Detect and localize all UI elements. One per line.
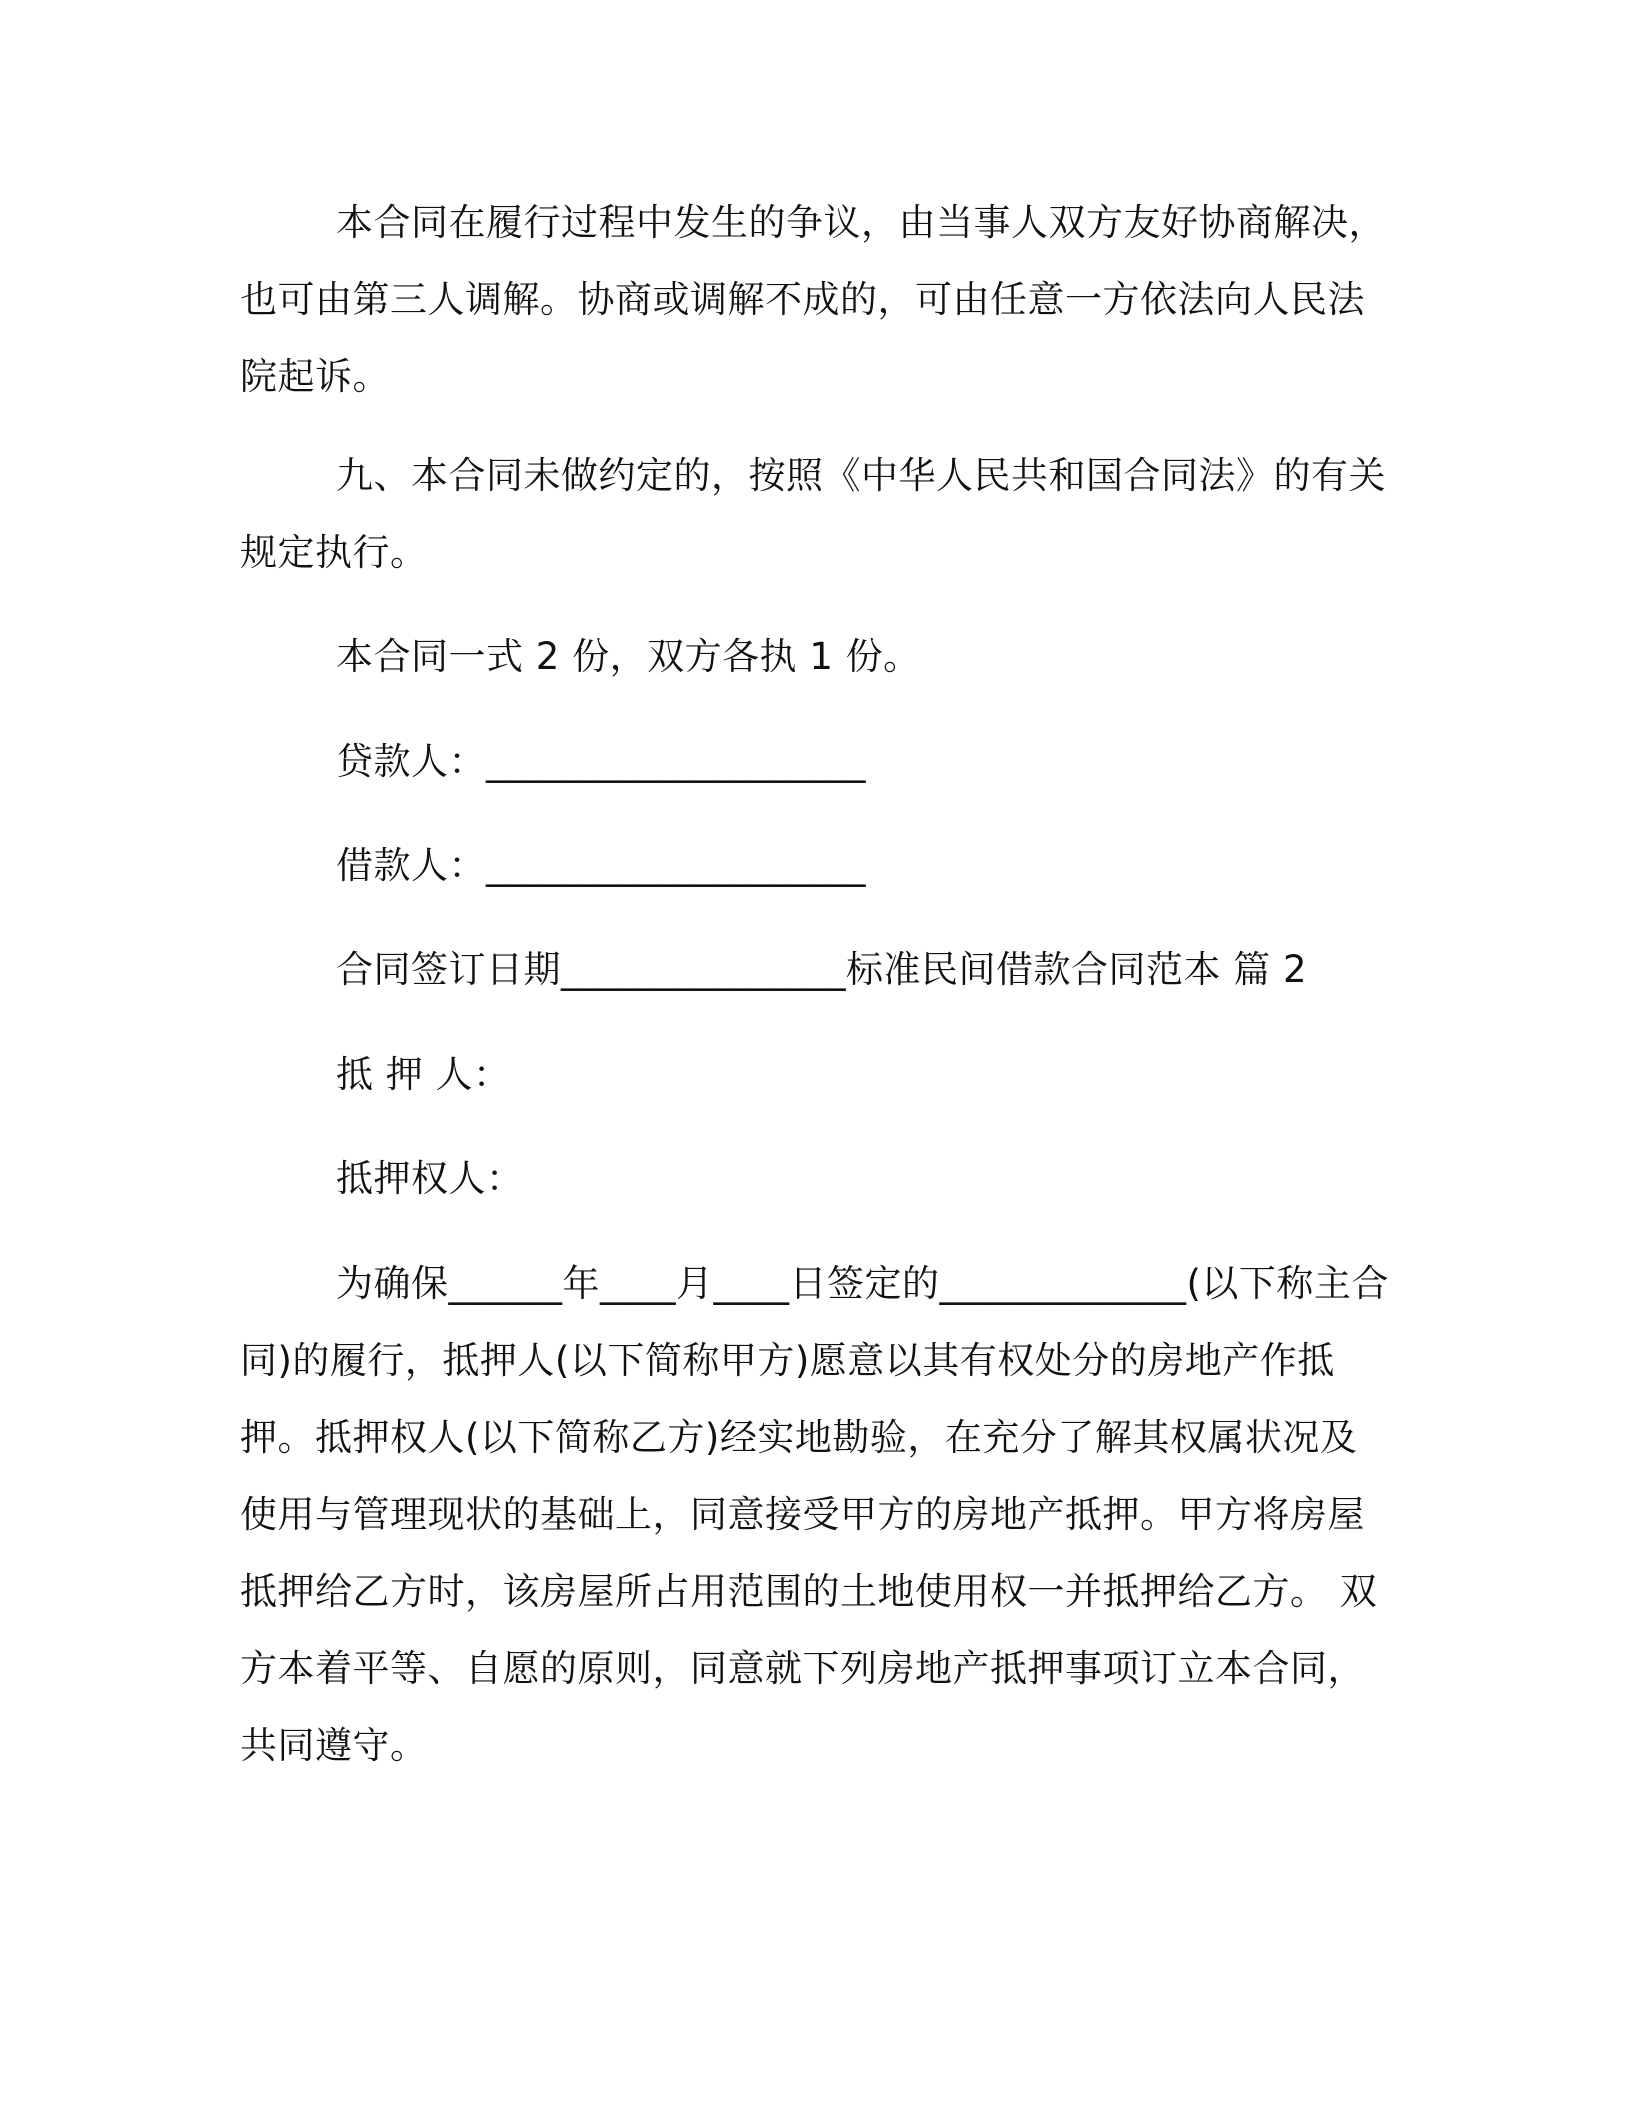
borrower-signature-line: 借款人：____________________ — [336, 844, 866, 887]
mortgagee-line: 抵押权人： — [336, 1157, 524, 1200]
clause-nine-paragraph: 九、本合同未做约定的，按照《中华人民共和国合同法》的有关规定执行。 — [240, 454, 1386, 574]
copies-line: 本合同一式 2 份，双方各执 1 份。 — [336, 635, 921, 678]
mortgagor-line: 抵 押 人： — [336, 1053, 511, 1096]
signing-date-line: 合同签订日期_______________标准民间借款合同范本 篇 2 — [336, 948, 1308, 991]
lender-signature-line: 贷款人：____________________ — [336, 740, 866, 783]
mortgage-purpose-paragraph: 为确保______年____月____日签定的_____________(以下称主合同)的履行，抵押人(以下简称甲方)愿意以其有权处分的房地产作抵押。抵押权人(以下简称乙方)经实地勘验，在充分了解其权属状况及使用与管理现状的基础上，同意接受甲方的房地产抵押。甲方将房屋抵押给乙方时，该房屋所占用范围的土地使用权一并抵押给乙方。 双方本着平等、自愿的原则，同意就下列房地产抵押事项订立本合同，共同遵守。 — [240, 1262, 1389, 1767]
dispute-resolution-paragraph: 本合同在履行过程中发生的争议，由当事人双方友好协商解决，也可由第三人调解。协商或调解不成的，可由任意一方依法向人民法院起诉。 — [240, 201, 1386, 398]
